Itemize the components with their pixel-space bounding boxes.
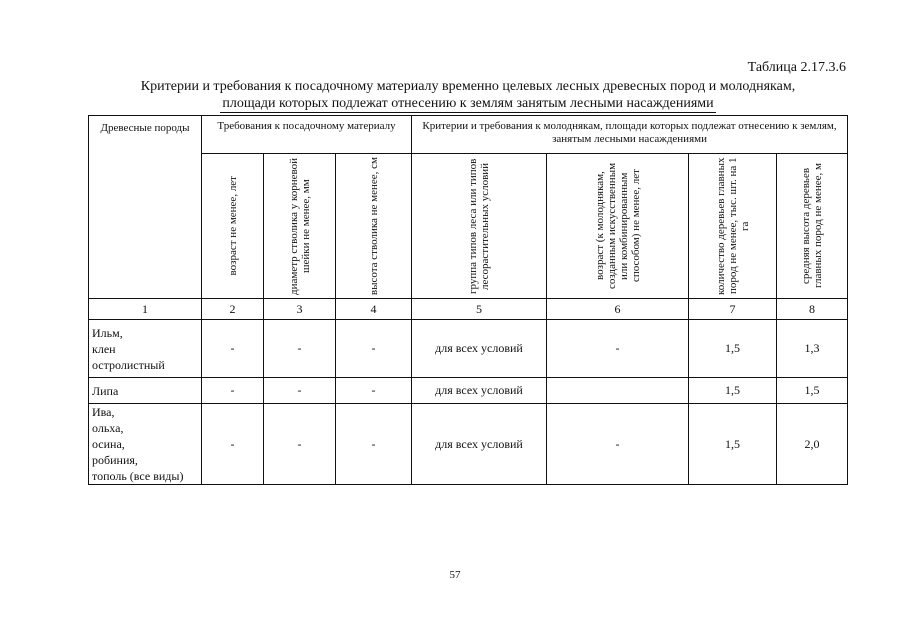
header-planting-material: Требования к посадочному материалу — [202, 116, 412, 154]
header-col-2 — [202, 154, 264, 299]
table-cell: 1,5 — [777, 378, 848, 404]
header-col-4-text: высота стволика не менее, см — [367, 156, 380, 296]
species-line: Липа — [92, 383, 119, 398]
table-cell: - — [547, 404, 689, 485]
table-cell: 2,0 — [777, 404, 848, 485]
table-cell: - — [336, 378, 412, 404]
species-line: клен — [92, 341, 116, 356]
header-col-6 — [547, 154, 689, 299]
table-cell — [547, 378, 689, 404]
species-cell — [89, 378, 202, 404]
header-col-4 — [336, 154, 412, 299]
table-row — [89, 404, 848, 485]
table-cell: для всех условий — [412, 378, 547, 404]
table-cell: - — [264, 404, 336, 485]
header-species: Древесные породы — [89, 116, 202, 299]
table-caption — [88, 78, 848, 113]
species-cell — [89, 404, 202, 485]
header-col-3 — [264, 154, 336, 299]
column-number: 5 — [412, 299, 547, 320]
table-cell: - — [547, 320, 689, 378]
column-number: 7 — [689, 299, 777, 320]
table-cell: - — [202, 378, 264, 404]
table-cell: для всех условий — [412, 320, 547, 378]
column-number: 6 — [547, 299, 689, 320]
table-cell: - — [264, 320, 336, 378]
caption-line-2: площади которых подлежат отнесению к землям занятым лесными насаждениями — [222, 96, 714, 111]
header-col-6-text: возраст (к молоднякам, созданным искусственным или комбинированным способом) не менее, лет — [593, 162, 642, 290]
species-line: робиния, — [92, 453, 138, 467]
table-cell: - — [336, 404, 412, 485]
species-line: ольха, — [92, 421, 124, 435]
column-number: 1 — [89, 299, 202, 320]
column-number: 4 — [336, 299, 412, 320]
table-cell: 1,5 — [689, 320, 777, 378]
species-line: тополь (все виды) — [92, 469, 184, 483]
table-row — [89, 378, 848, 404]
column-number: 3 — [264, 299, 336, 320]
header-col-7 — [689, 154, 777, 299]
table-cell: 1,3 — [777, 320, 848, 378]
species-line: остролистный — [92, 357, 165, 372]
column-number-row — [89, 299, 848, 320]
header-col-3-text: диаметр стволика у корневой шейки не менее, мм — [287, 157, 312, 295]
species-line: Ильм, — [92, 325, 123, 340]
header-young-stands: Критерии и требования к молоднякам, площади которых подлежат отнесению к землям, занятым лесными насаждениями — [412, 116, 848, 154]
header-col-2-text: возраст не менее, лет — [226, 176, 239, 276]
column-number: 8 — [777, 299, 848, 320]
species-line: осина, — [92, 437, 125, 451]
table-cell: - — [336, 320, 412, 378]
table-cell: 1,5 — [689, 378, 777, 404]
table-cell: - — [202, 320, 264, 378]
table-cell: для всех условий — [412, 404, 547, 485]
table-cell: - — [264, 378, 336, 404]
column-number: 2 — [202, 299, 264, 320]
criteria-table — [88, 115, 848, 485]
page-number: 57 — [449, 569, 461, 581]
table-label: Таблица 2.17.3.6 — [747, 60, 846, 75]
header-col-5-text: группа типов леса или типов лесорастительных условий — [467, 158, 492, 294]
species-cell — [89, 320, 202, 378]
table-cell: - — [202, 404, 264, 485]
header-col-8-text: средняя высота деревьев главных пород не менее, м — [800, 163, 825, 289]
species-line: Ива, — [92, 405, 115, 419]
header-col-5 — [412, 154, 547, 299]
table-row — [89, 320, 848, 378]
table-cell: 1,5 — [689, 404, 777, 485]
caption-line-1: Критерии и требования к посадочному материалу временно целевых лесных древесных пород и молоднякам, — [140, 79, 796, 94]
header-col-8 — [777, 154, 848, 299]
header-col-7-text: количество деревьев главных пород не менее, тыс. шт. на 1 га — [714, 157, 751, 295]
